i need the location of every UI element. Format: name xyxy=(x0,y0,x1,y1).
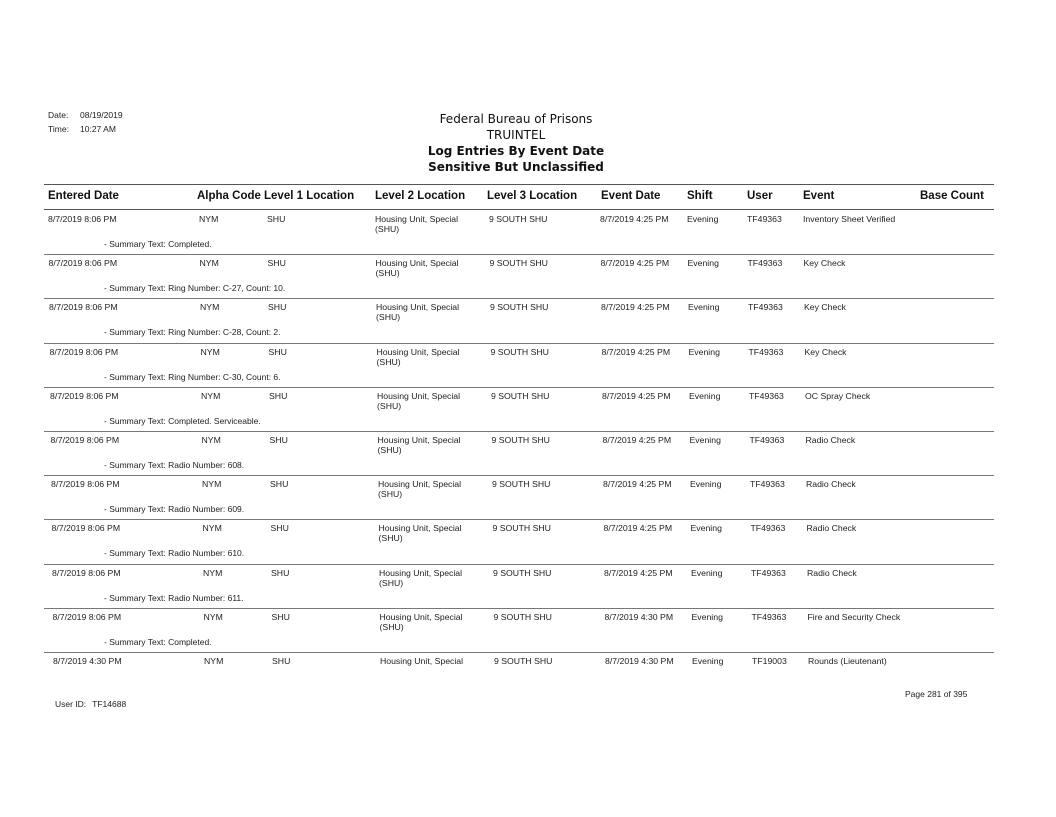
event-date-cell: 8/7/2019 4:25 PM xyxy=(601,302,670,313)
event-cell: Key Check xyxy=(804,302,847,313)
summary-text: - Summary Text: Radio Number: 611. xyxy=(104,592,244,603)
level2-cell: Housing Unit, Special (SHU) xyxy=(378,523,462,544)
shift-cell: Evening xyxy=(687,258,719,269)
entered-date-cell: 8/7/2019 8:06 PM xyxy=(52,611,122,622)
table-row xyxy=(44,298,994,342)
time-label: Time: xyxy=(48,124,69,134)
event-date-cell: 8/7/2019 4:25 PM xyxy=(602,390,671,401)
entered-date-cell: 8/7/2019 8:06 PM xyxy=(50,390,119,401)
event-cell: OC Spray Check xyxy=(805,390,871,401)
table-row xyxy=(44,564,994,608)
date-label: Date: xyxy=(48,110,69,120)
summary-text: - Summary Text: Completed. Serviceable. xyxy=(104,415,261,426)
user-cell: TF49363 xyxy=(747,214,782,224)
event-date-cell: 8/7/2019 4:25 PM xyxy=(600,258,670,269)
event-date-cell: 8/7/2019 4:30 PM xyxy=(605,656,674,666)
row-divider xyxy=(44,519,994,520)
level3-cell: 9 SOUTH SHU xyxy=(490,302,549,313)
entered-date-cell: 8/7/2019 8:06 PM xyxy=(50,435,120,445)
level2-cell: Housing Unit, Special (SHU) xyxy=(376,302,460,323)
entered-date-cell: 8/7/2019 8:06 PM xyxy=(52,567,121,578)
alpha-code-cell: NYM xyxy=(201,390,221,401)
alpha-code-cell: NYM xyxy=(202,523,222,534)
level3-cell: 9 SOUTH SHU xyxy=(492,479,551,490)
shift-cell: Evening xyxy=(692,656,724,666)
row-divider xyxy=(44,254,994,255)
level1-cell: SHU xyxy=(269,435,288,445)
row-divider xyxy=(44,608,994,609)
alpha-code-cell: NYM xyxy=(204,656,224,666)
level1-cell: SHU xyxy=(271,567,290,578)
event-cell: Rounds (Lieutenant) xyxy=(808,656,887,666)
summary-text: - Summary Text: Completed. xyxy=(104,636,212,647)
user-cell: TF49363 xyxy=(748,302,783,313)
shift-cell: Evening xyxy=(690,479,722,490)
level2-cell: Housing Unit, Special (SHU) xyxy=(379,611,463,632)
report-date xyxy=(48,110,123,120)
shift-cell: Evening xyxy=(687,214,719,224)
level2-cell: Housing Unit, Special (SHU) xyxy=(378,479,462,500)
level1-cell: SHU xyxy=(270,523,289,534)
table-row xyxy=(44,210,994,254)
alpha-code-cell: NYM xyxy=(200,302,220,313)
entered-date-cell: 8/7/2019 8:06 PM xyxy=(48,214,117,224)
level1-cell: SHU xyxy=(269,390,288,401)
level3-cell: 9 SOUTH SHU xyxy=(489,214,548,224)
event-date-cell: 8/7/2019 4:25 PM xyxy=(603,479,672,490)
system-name: TRUINTEL xyxy=(486,128,546,142)
alpha-code-cell: NYM xyxy=(202,479,222,490)
summary-text: - Summary Text: Ring Number: C-28, Count: 2. xyxy=(104,327,281,338)
table-row xyxy=(44,475,994,519)
event-cell: Radio Check xyxy=(806,523,857,534)
user-id-label: User ID: xyxy=(55,699,87,709)
level3-cell: 9 SOUTH SHU xyxy=(489,258,548,269)
col-level3: Level 3 Location xyxy=(487,190,578,202)
level3-cell: 9 SOUTH SHU xyxy=(492,523,551,534)
level3-cell: 9 SOUTH SHU xyxy=(491,390,550,401)
user-cell: TF49363 xyxy=(750,479,785,490)
user-cell: TF19003 xyxy=(752,656,787,666)
level1-cell: SHU xyxy=(267,214,286,224)
level2-cell: Housing Unit, Special (SHU) xyxy=(377,435,461,455)
shift-cell: Evening xyxy=(691,567,723,578)
alpha-code-cell: NYM xyxy=(199,258,219,269)
entered-date-cell: 8/7/2019 8:06 PM xyxy=(49,302,118,313)
event-cell: Radio Check xyxy=(805,435,856,445)
level3-cell: 9 SOUTH SHU xyxy=(493,567,552,578)
report-time xyxy=(48,124,116,134)
level2-cell: Housing Unit, Special (SHU) xyxy=(377,390,461,411)
level3-cell: 9 SOUTH SHU xyxy=(490,346,549,357)
row-divider xyxy=(44,475,994,476)
col-shift: Shift xyxy=(687,190,713,202)
shift-cell: Evening xyxy=(691,611,723,622)
level1-cell: SHU xyxy=(270,479,289,490)
table-row xyxy=(44,652,994,696)
table-row xyxy=(44,519,994,563)
summary-text: - Summary Text: Radio Number: 610. xyxy=(104,548,245,559)
summary-text: - Summary Text: Ring Number: C-27, Count: 10. xyxy=(104,283,286,294)
org-name: Federal Bureau of Prisons xyxy=(439,112,593,126)
event-cell: Radio Check xyxy=(806,479,856,490)
event-cell: Key Check xyxy=(804,346,847,357)
level1-cell: SHU xyxy=(267,258,286,269)
user-cell: TF49363 xyxy=(749,390,784,401)
alpha-code-cell: NYM xyxy=(199,214,219,224)
report-title: Log Entries By Event Date xyxy=(427,144,605,158)
date-value: 08/19/2019 xyxy=(80,110,123,120)
row-divider xyxy=(44,343,994,344)
row-divider xyxy=(44,387,994,388)
col-level1: Level 1 Location xyxy=(264,190,355,202)
event-date-cell: 8/7/2019 4:30 PM xyxy=(604,611,674,622)
summary-text: - Summary Text: Radio Number: 609. xyxy=(104,504,245,515)
entered-date-cell: 8/7/2019 8:06 PM xyxy=(51,479,120,490)
table-row xyxy=(44,431,994,475)
level2-cell: Housing Unit, Special (SHU) xyxy=(376,346,460,367)
user-cell: TF49363 xyxy=(751,611,787,622)
event-date-cell: 8/7/2019 4:25 PM xyxy=(604,567,673,578)
alpha-code-cell: NYM xyxy=(201,435,221,445)
report-header xyxy=(380,111,652,175)
shift-cell: Evening xyxy=(688,346,720,357)
user-cell: TF49363 xyxy=(749,435,785,445)
event-date-cell: 8/7/2019 4:25 PM xyxy=(603,523,673,534)
event-cell: Key Check xyxy=(803,258,846,269)
classification: Sensitive But Unclassified xyxy=(428,160,604,174)
shift-cell: Evening xyxy=(689,435,721,445)
col-user: User xyxy=(747,190,773,202)
level1-cell: SHU xyxy=(271,611,290,622)
event-cell: Fire and Security Check xyxy=(807,611,901,622)
table-row xyxy=(44,254,994,298)
shift-cell: Evening xyxy=(688,302,720,313)
summary-text: - Summary Text: Completed. xyxy=(104,239,212,249)
entered-date-cell: 8/7/2019 8:06 PM xyxy=(49,346,119,357)
table-row xyxy=(44,608,994,652)
time-value: 10:27 AM xyxy=(80,124,116,134)
column-header-row xyxy=(44,184,994,210)
user-cell: TF49363 xyxy=(747,258,783,269)
table-row xyxy=(44,343,994,387)
row-divider xyxy=(44,298,994,299)
entered-date-cell: 8/7/2019 4:30 PM xyxy=(53,656,122,666)
shift-cell: Evening xyxy=(689,390,721,401)
level2-cell: Housing Unit, Special (SHU) xyxy=(379,567,463,588)
event-cell: Radio Check xyxy=(807,567,857,578)
col-level2: Level 2 Location xyxy=(375,190,466,202)
alpha-code-cell: NYM xyxy=(200,346,220,357)
event-date-cell: 8/7/2019 4:25 PM xyxy=(601,346,671,357)
table-row xyxy=(44,387,994,431)
row-divider xyxy=(44,652,994,653)
alpha-code-cell: NYM xyxy=(203,567,223,578)
col-entered-date: Entered Date xyxy=(48,190,119,202)
level2-cell: Housing Unit, Special xyxy=(380,656,464,666)
level1-cell: SHU xyxy=(268,346,287,357)
level3-cell: 9 SOUTH SHU xyxy=(494,656,553,666)
level1-cell: SHU xyxy=(272,656,291,666)
col-event-date: Event Date xyxy=(601,190,661,202)
level3-cell: 9 SOUTH SHU xyxy=(491,435,550,445)
event-date-cell: 8/7/2019 4:25 PM xyxy=(602,435,672,445)
user-cell: TF49363 xyxy=(751,567,786,578)
user-cell: TF49363 xyxy=(750,523,786,534)
event-date-cell: 8/7/2019 4:25 PM xyxy=(600,214,669,224)
summary-text: - Summary Text: Radio Number: 608. xyxy=(104,460,245,470)
row-divider xyxy=(44,564,994,565)
level3-cell: 9 SOUTH SHU xyxy=(493,611,552,622)
entered-date-cell: 8/7/2019 8:06 PM xyxy=(48,258,118,269)
level2-cell: Housing Unit, Special (SHU) xyxy=(375,258,459,279)
entered-date-cell: 8/7/2019 8:06 PM xyxy=(51,523,121,534)
col-base-count: Base Count xyxy=(920,190,984,202)
summary-text: - Summary Text: Ring Number: C-30, Count: 6. xyxy=(104,371,281,382)
page-number: Page 281 of 395 xyxy=(905,689,968,699)
alpha-code-cell: NYM xyxy=(203,611,223,622)
row-divider xyxy=(44,431,994,432)
shift-cell: Evening xyxy=(690,523,722,534)
footer-user-id xyxy=(55,699,126,709)
level2-cell: Housing Unit, Special (SHU) xyxy=(375,214,459,234)
level1-cell: SHU xyxy=(268,302,287,313)
col-event: Event xyxy=(803,190,835,202)
user-cell: TF49363 xyxy=(748,346,784,357)
user-id-value: TF14688 xyxy=(92,699,127,709)
event-cell: Inventory Sheet Verified xyxy=(803,214,896,224)
col-alpha-code: Alpha Code xyxy=(197,190,261,202)
